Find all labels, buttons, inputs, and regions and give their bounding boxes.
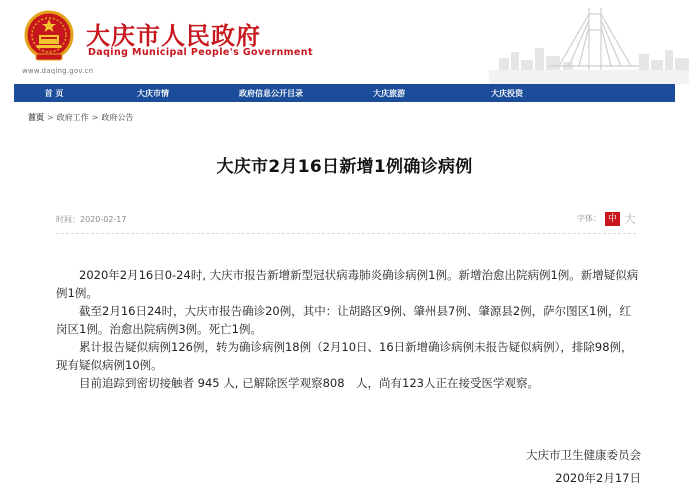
article-title: 大庆市2月16日新增1例确诊病例 [216, 157, 473, 177]
publish-time: 时间：2020-02-17 [56, 215, 127, 224]
main-nav [14, 84, 675, 102]
breadcrumb-government-work[interactable]: 政府工作 [56, 113, 89, 122]
national-emblem-icon [24, 10, 74, 64]
nav-item-info-disclosure[interactable]: 政府信息公开目录 [239, 88, 303, 98]
article-meta [56, 210, 636, 230]
breadcrumb [28, 112, 133, 123]
article-paragraph: 2020年2月16日0-24时, 大庆市报告新增新型冠状病毒肺炎确诊病例1例。新增治愈出院病例1例。新增疑似病例1例。 [56, 268, 639, 300]
meta-divider [56, 233, 636, 234]
article-paragraph: 目前追踪到密切接触者 945 人, 已解除医学观察808 人，尚有123人正在接受医学观察。 [79, 376, 539, 390]
site-url: www.daqing.gov.cn [22, 67, 94, 75]
breadcrumb-home[interactable]: 首页 [28, 113, 44, 122]
site-header [0, 0, 689, 84]
nav-item-home[interactable]: 首 页 [44, 88, 64, 98]
breadcrumb-announcements[interactable]: 政府公告 [101, 113, 134, 122]
breadcrumb-separator: > [47, 113, 54, 122]
signature-date: 2020年2月17日 [555, 471, 641, 485]
font-size-large-button[interactable]: 大 [623, 212, 636, 226]
article-paragraph: 截至2月16日24时，大庆市报告确诊20例，其中：让胡路区9例、肇州县7例、肇源县2例，萨尔图区1例，红岗区1例。治愈出院病例3例。死亡1例。 [56, 304, 631, 336]
signature-organization: 大庆市卫生健康委员会 [526, 448, 641, 462]
breadcrumb-separator: > [91, 113, 99, 122]
font-size-switcher [577, 210, 636, 227]
nav-item-investment[interactable]: 大庆投资 [491, 88, 523, 98]
font-size-label: 字体： [576, 214, 601, 223]
site-title: 大庆市人民政府 [86, 22, 261, 50]
article-signature [526, 444, 641, 490]
city-skyline-image [489, 0, 689, 84]
article-body [56, 266, 640, 392]
nav-item-tourism[interactable]: 大庆旅游 [373, 88, 405, 98]
article-paragraph: 累计报告疑似病例126例，转为确诊病例18例（2月10日、16日新增确诊病例未报告疑似病例），排除98例，现有疑似病例10例。 [56, 340, 633, 372]
nav-item-city-info[interactable]: 大庆市情 [137, 88, 169, 98]
site-subtitle: Daqing Municipal People's Government [88, 47, 313, 58]
font-size-medium-button[interactable]: 中 [605, 212, 620, 226]
